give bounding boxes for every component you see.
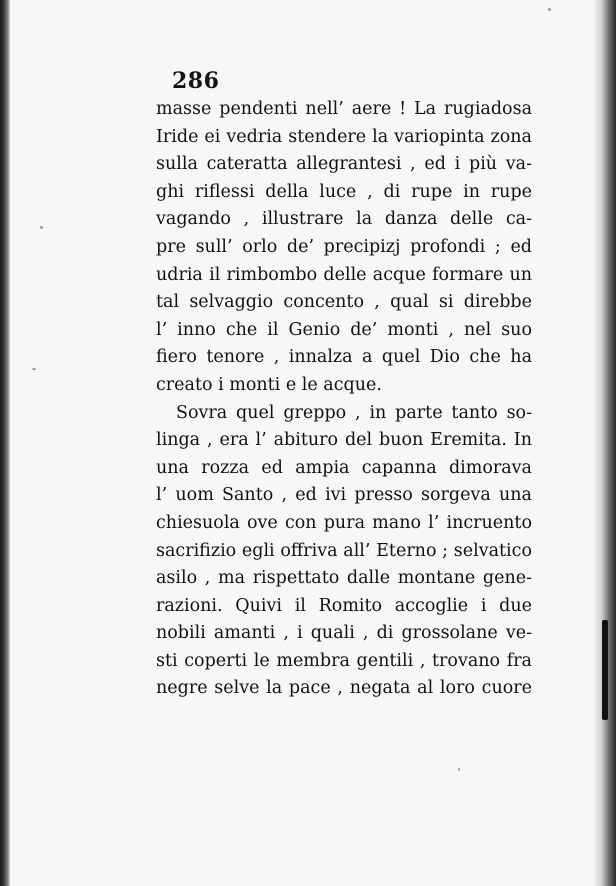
text-line: una rozza ed ampia capanna dimorava: [156, 457, 532, 478]
text-line: sti coperti le membra gentili , trovano fra: [156, 650, 532, 671]
text-line: masse pendenti nell’ aere ! La rugiadosa: [156, 99, 532, 119]
page-edge-mark: [602, 620, 608, 720]
page-edge-shadow: [594, 0, 616, 886]
text-line: asilo , ma rispettato dalle montane gene-: [156, 568, 532, 589]
text-line: l’ inno che il Genio de’ monti , nel suo: [156, 319, 532, 340]
text-line: Iride ei vedria stendere la variopinta zona: [156, 126, 532, 147]
paper-speck: [548, 8, 551, 11]
text-line: tal selvaggio concento , qual si direbbe: [156, 292, 532, 313]
paragraph-end-line: creato i monti e le acque.: [156, 374, 382, 395]
text-line: ghi riflessi della luce , di rupe in rupe: [156, 181, 532, 202]
text-line: pre sull’ orlo de’ precipizj profondi ; ed: [156, 236, 532, 257]
text-line: udria il rimbombo delle acque formare un: [156, 264, 532, 285]
text-line: negre selve la pace , negata al loro cuore: [156, 678, 532, 699]
paragraph-start-line: Sovra quel greppo , in parte tanto so-: [176, 402, 532, 423]
page-number: 286: [172, 68, 220, 94]
text-line: sulla cateratta allegrantesi , ed i più va-: [156, 154, 532, 175]
text-line: linga , era l’ abituro del buon Eremita. In: [156, 430, 532, 451]
text-line: vagando , illustrare la danza delle ca-: [156, 209, 532, 230]
body-text: [156, 96, 532, 703]
paper-speck: [32, 368, 36, 370]
text-line: l’ uom Santo , ed ivi presso sorgeva una: [156, 485, 532, 506]
text-line: sacrifizio egli offriva all’ Eterno ; selvatico: [156, 540, 532, 561]
paper-speck: [458, 768, 460, 771]
text-line: razioni. Quivi il Romito accoglie i due: [156, 595, 532, 616]
binding-edge: [0, 0, 10, 886]
text-line: fiero tenore , innalza a quel Dio che ha: [156, 347, 532, 368]
text-line: chiesuola ove con pura mano l’ incruento: [156, 512, 532, 533]
text-line: nobili amanti , i quali , di grossolane ve-: [156, 623, 532, 644]
paper-speck: [40, 226, 43, 229]
